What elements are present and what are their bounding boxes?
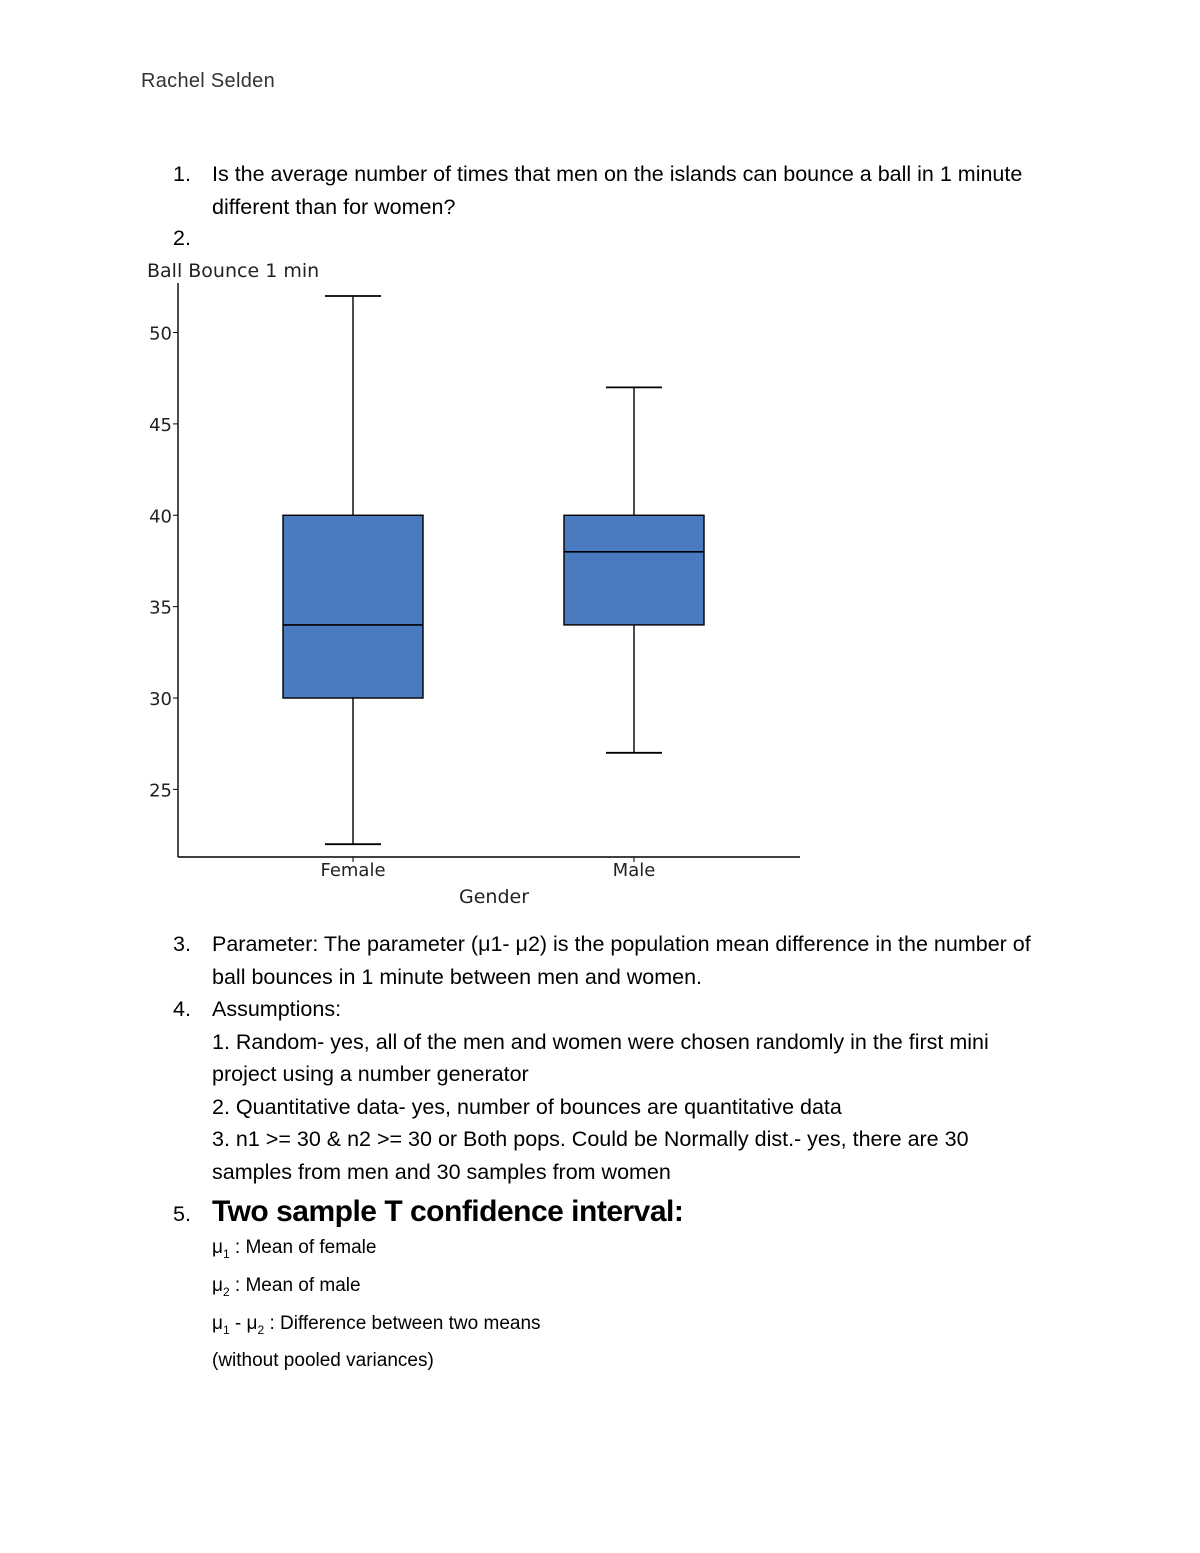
y-tick-label: 50 bbox=[149, 323, 172, 345]
y-tick-label: 30 bbox=[149, 689, 172, 711]
box-plot-chart bbox=[140, 255, 810, 915]
x-axis-label: Gender bbox=[458, 886, 530, 908]
y-tick-label: 25 bbox=[149, 780, 172, 802]
method-note: (without pooled variances) bbox=[212, 1350, 434, 1372]
item-number: 2. bbox=[173, 226, 191, 250]
item-5-confidence-interval bbox=[173, 1192, 1033, 1377]
question-text: Is the average number of times that men on the islands can bounce a ball in 1 minute different than for women? bbox=[212, 162, 1023, 219]
question-1 bbox=[173, 158, 1033, 223]
assumption-sample-size: 3. n1 >= 30 & n2 >= 30 or Both pops. Could be Normally dist.- yes, there are 30 samples from men and 30 samples from women bbox=[212, 1127, 969, 1184]
y-tick-label: 35 bbox=[149, 597, 172, 619]
y-axis-ticks bbox=[149, 324, 178, 802]
item-number: 5. bbox=[173, 1202, 191, 1226]
box-series bbox=[283, 296, 704, 844]
box-female bbox=[283, 296, 423, 844]
iqr-box bbox=[564, 515, 704, 625]
item-3-parameter bbox=[173, 928, 1033, 993]
assumptions-heading: Assumptions: bbox=[212, 997, 342, 1021]
assumption-random: 1. Random- yes, all of the men and women were chosen randomly in the first mini project using a number generator bbox=[212, 1029, 989, 1086]
item-number: 4. bbox=[173, 997, 191, 1021]
definition-mu1: $\mu_1$ : Mean of female bbox=[212, 1237, 377, 1261]
chart-title: Ball Bounce 1 min bbox=[147, 260, 320, 282]
iqr-box bbox=[283, 515, 423, 698]
assumption-quantitative: 2. Quantitative data- yes, number of bounces are quantitative data bbox=[212, 1094, 842, 1119]
box-male bbox=[564, 387, 704, 752]
x-axis-ticks bbox=[320, 857, 655, 881]
x-tick-label: Male bbox=[612, 860, 656, 881]
definition-difference: $\mu_1 - \mu_2$ : Difference between two means bbox=[212, 1312, 541, 1337]
section-heading: Two sample T confidence interval: bbox=[212, 1195, 684, 1228]
author-name: Rachel Selden bbox=[141, 70, 275, 92]
item-4-assumptions bbox=[173, 993, 1043, 1188]
parameter-text: Parameter: The parameter (μ1- μ2) is the population mean difference in the number of ball bounces in 1 minute between men and women. bbox=[212, 932, 1031, 989]
chart-axes bbox=[178, 283, 800, 857]
item-number: 3. bbox=[173, 932, 191, 956]
x-tick-label: Female bbox=[320, 860, 386, 881]
definition-mu2: $\mu_2$ : Mean of male bbox=[212, 1274, 361, 1299]
item-number: 1. bbox=[173, 162, 191, 186]
y-tick-label: 45 bbox=[149, 414, 172, 436]
y-tick-label: 40 bbox=[149, 506, 172, 528]
